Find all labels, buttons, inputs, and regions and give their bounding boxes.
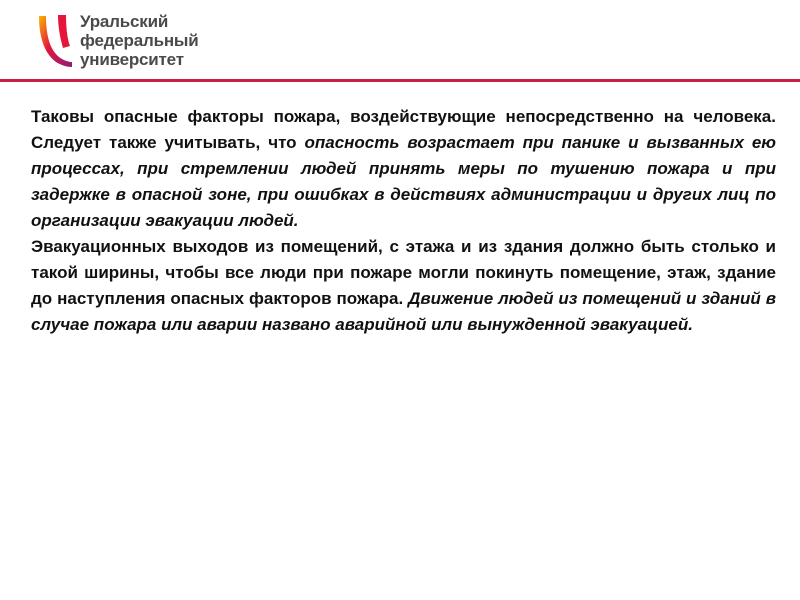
paragraph-2 xyxy=(31,234,776,338)
university-name-line-3: университет xyxy=(80,50,184,69)
university-name-line-2: федеральный xyxy=(80,31,199,50)
university-logo-icon xyxy=(36,12,76,68)
paragraph-2-italic: Движение людей из помещений и зданий в случае пожара или аварии названо аварийной или вынужденной эвакуацией. xyxy=(31,289,776,334)
paragraph-1-normal: Таковы опасные факторы пожара, воздействующие непосредственно на человека. Следует также учитывать, что xyxy=(31,107,776,152)
slide-body xyxy=(31,104,776,338)
paragraph-1-italic: опасность возрастает при панике и вызванных ею процессах, при стремлении людей принять меры по тушению пожара и при задержке в опасной зоне, при ошибках в действиях администрации и других лиц по организации эвакуации людей. xyxy=(31,133,776,230)
paragraph-2-normal: Эвакуационных выходов из помещений, с этажа и из здания должно быть столько и такой ширины, чтобы все люди при пожаре могли покинуть помещение, этаж, здание до наступления опасных факторов пожара. xyxy=(31,237,776,308)
university-logo xyxy=(36,12,236,70)
university-name-line-1: Уральский xyxy=(80,12,169,31)
header-divider xyxy=(0,79,800,82)
paragraph-1 xyxy=(31,104,776,234)
university-name xyxy=(80,12,198,69)
